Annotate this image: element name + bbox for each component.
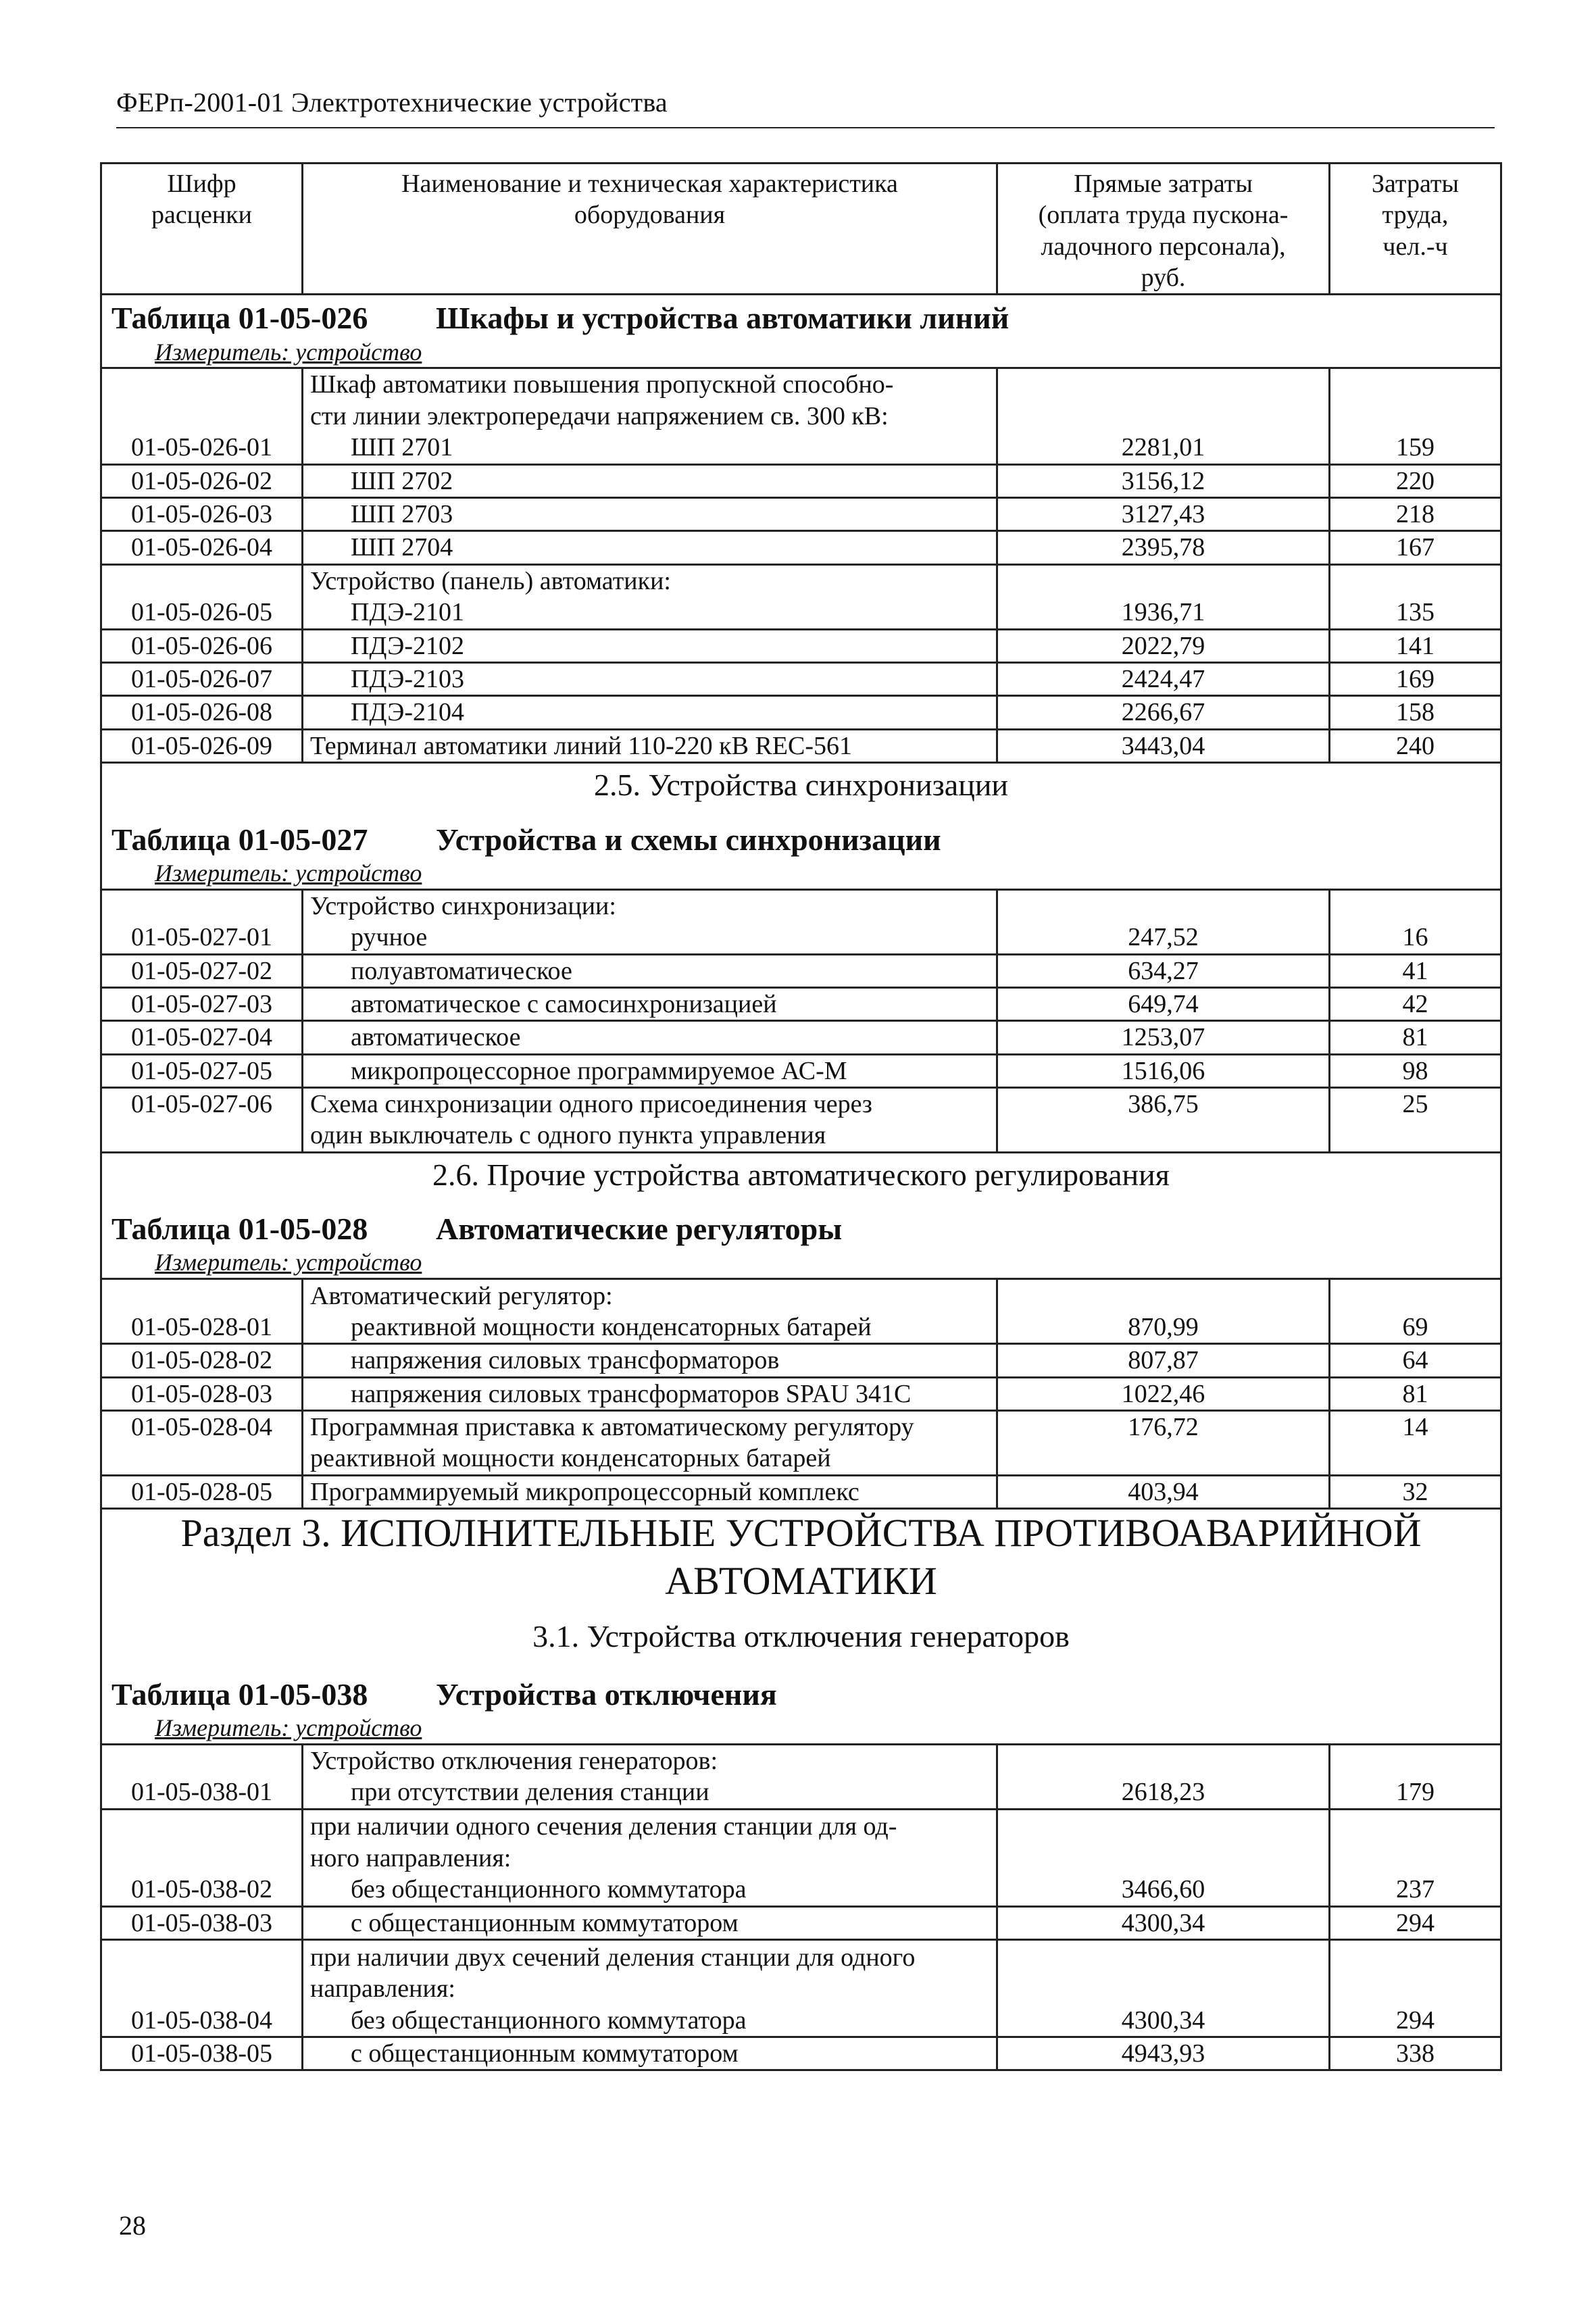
row-labor: 69 xyxy=(1330,1279,1501,1344)
row-name: автоматическое с самосинхронизацией xyxy=(303,987,997,1020)
row-name: автоматическое xyxy=(303,1021,997,1054)
row-cost: 3156,12 xyxy=(997,464,1330,497)
row-labor: 237 xyxy=(1330,1809,1501,1906)
table-row xyxy=(101,564,1501,629)
row-labor: 159 xyxy=(1330,368,1501,464)
row-cost: 386,75 xyxy=(997,1088,1330,1153)
row-name: ШП 2703 xyxy=(303,497,997,530)
row-code: 01-05-026-07 xyxy=(101,662,303,695)
table-row xyxy=(101,729,1501,762)
row-code: 01-05-026-03 xyxy=(101,497,303,530)
table-row xyxy=(101,629,1501,662)
measure-row xyxy=(101,1714,1501,1744)
row-code: 01-05-027-03 xyxy=(101,987,303,1020)
row-labor: 240 xyxy=(1330,729,1501,762)
row-code: 01-05-026-08 xyxy=(101,696,303,729)
row-cost: 2281,01 xyxy=(997,368,1330,464)
section-heading-row xyxy=(101,1605,1501,1672)
row-labor: 294 xyxy=(1330,1939,1501,2037)
row-code: 01-05-027-04 xyxy=(101,1021,303,1054)
row-code: 01-05-038-01 xyxy=(101,1744,303,1809)
row-name: ШП 2704 xyxy=(303,531,997,564)
row-code: 01-05-026-04 xyxy=(101,531,303,564)
table-title-row xyxy=(101,1672,1501,1714)
row-name: Устройство (панель) автоматики: ПДЭ-2101 xyxy=(303,564,997,629)
table-row xyxy=(101,1021,1501,1054)
row-labor: 179 xyxy=(1330,1744,1501,1809)
row-labor: 81 xyxy=(1330,1021,1501,1054)
row-code: 01-05-027-05 xyxy=(101,1054,303,1087)
part-heading: Раздел 3. ИСПОЛНИТЕЛЬНЫЕ УСТРОЙСТВА ПРОТИВОАВАРИЙНОЙ АВТОМАТИКИ xyxy=(101,1509,1501,1605)
row-cost: 3466,60 xyxy=(997,1809,1330,1906)
row-cost: 403,94 xyxy=(997,1475,1330,1508)
row-labor: 294 xyxy=(1330,1906,1501,1939)
row-name: Устройство отключения генераторов: при отсутствии деления станции xyxy=(303,1744,997,1809)
row-name: Устройство синхронизации: ручное xyxy=(303,889,997,954)
section-heading: 2.6. Прочие устройства автоматического регулирования xyxy=(101,1152,1501,1206)
row-labor: 16 xyxy=(1330,889,1501,954)
row-code: 01-05-028-04 xyxy=(101,1410,303,1475)
row-labor: 167 xyxy=(1330,531,1501,564)
table-row xyxy=(101,1088,1501,1153)
price-table xyxy=(100,162,1502,2071)
row-labor: 169 xyxy=(1330,662,1501,695)
row-labor: 158 xyxy=(1330,696,1501,729)
row-labor: 42 xyxy=(1330,987,1501,1020)
row-code: 01-05-028-03 xyxy=(101,1377,303,1410)
measure-row xyxy=(101,859,1501,889)
row-cost: 2022,79 xyxy=(997,629,1330,662)
column-header-cost: Прямые затраты (оплата труда пускона- ладочного персонала), руб. xyxy=(997,164,1330,295)
header-rule xyxy=(116,127,1495,128)
column-header-row xyxy=(101,164,1501,295)
row-cost: 176,72 xyxy=(997,1410,1330,1475)
row-name: Терминал автоматики линий 110-220 кВ REC-561 xyxy=(303,729,997,762)
row-code: 01-05-028-02 xyxy=(101,1344,303,1377)
row-name: Программная приставка к автоматическому регулятору реактивной мощности конденсаторных батарей xyxy=(303,1410,997,1475)
row-cost: 3443,04 xyxy=(997,729,1330,762)
table-row xyxy=(101,696,1501,729)
row-name: ПДЭ-2103 xyxy=(303,662,997,695)
table-row xyxy=(101,1279,1501,1344)
row-code: 01-05-038-03 xyxy=(101,1906,303,1939)
measure-row xyxy=(101,338,1501,368)
row-cost: 649,74 xyxy=(997,987,1330,1020)
row-code: 01-05-028-01 xyxy=(101,1279,303,1344)
measure-label: Измеритель: устройство xyxy=(101,1248,1501,1278)
table-row xyxy=(101,1410,1501,1475)
row-name: Программируемый микропроцессорный комплекс xyxy=(303,1475,997,1508)
row-labor: 98 xyxy=(1330,1054,1501,1087)
row-cost: 2618,23 xyxy=(997,1744,1330,1809)
table-row xyxy=(101,1475,1501,1508)
row-code: 01-05-026-06 xyxy=(101,629,303,662)
row-code: 01-05-038-02 xyxy=(101,1809,303,1906)
table-row xyxy=(101,531,1501,564)
row-name: при наличии одного сечения деления станции для од- ного направления: без общестанционного коммутатора xyxy=(303,1809,997,1906)
row-code: 01-05-026-09 xyxy=(101,729,303,762)
row-code: 01-05-028-05 xyxy=(101,1475,303,1508)
row-cost: 634,27 xyxy=(997,954,1330,987)
measure-row xyxy=(101,1248,1501,1278)
row-cost: 1253,07 xyxy=(997,1021,1330,1054)
table-row xyxy=(101,1906,1501,1939)
section-heading: 3.1. Устройства отключения генераторов xyxy=(101,1605,1501,1672)
measure-label: Измеритель: устройство xyxy=(101,859,1501,889)
table-row xyxy=(101,1744,1501,1809)
row-code: 01-05-026-01 xyxy=(101,368,303,464)
row-cost: 4300,34 xyxy=(997,1906,1330,1939)
row-cost: 3127,43 xyxy=(997,497,1330,530)
row-labor: 32 xyxy=(1330,1475,1501,1508)
part-heading-row xyxy=(101,1509,1501,1605)
row-name: Шкаф автоматики повышения пропускной способно- сти линии электропередачи напряжением св. 300 кВ: ШП 2701 xyxy=(303,368,997,464)
row-labor: 338 xyxy=(1330,2037,1501,2070)
column-header-name: Наименование и техническая характеристика оборудования xyxy=(303,164,997,295)
row-labor: 25 xyxy=(1330,1088,1501,1153)
row-labor: 41 xyxy=(1330,954,1501,987)
table-row xyxy=(101,1809,1501,1906)
running-header: ФЕРп-2001-01 Электротехнические устройства xyxy=(116,87,668,118)
row-code: 01-05-038-04 xyxy=(101,1939,303,2037)
row-name: Автоматический регулятор: реактивной мощности конденсаторных батарей xyxy=(303,1279,997,1344)
row-cost: 247,52 xyxy=(997,889,1330,954)
column-header-code: Шифр расценки xyxy=(101,164,303,295)
table-title-row xyxy=(101,295,1501,338)
table-title-row xyxy=(101,1206,1501,1248)
row-name: ПДЭ-2102 xyxy=(303,629,997,662)
row-code: 01-05-027-06 xyxy=(101,1088,303,1153)
row-cost: 2424,47 xyxy=(997,662,1330,695)
row-labor: 81 xyxy=(1330,1377,1501,1410)
table-row xyxy=(101,662,1501,695)
table-title: Таблица 01-05-038 Устройства отключения xyxy=(101,1672,1501,1714)
row-labor: 135 xyxy=(1330,564,1501,629)
table-row xyxy=(101,954,1501,987)
row-cost: 870,99 xyxy=(997,1279,1330,1344)
row-labor: 220 xyxy=(1330,464,1501,497)
table-row xyxy=(101,2037,1501,2070)
page-number: 28 xyxy=(119,2210,146,2241)
table-title: Таблица 01-05-027 Устройства и схемы синхронизации xyxy=(101,817,1501,859)
measure-label: Измеритель: устройство xyxy=(101,1714,1501,1744)
row-name: с общестанционным коммутатором xyxy=(303,2037,997,2070)
row-name: полуавтоматическое xyxy=(303,954,997,987)
column-header-labor: Затраты труда, чел.-ч xyxy=(1330,164,1501,295)
row-cost: 2395,78 xyxy=(997,531,1330,564)
table-row xyxy=(101,987,1501,1020)
table-title: Таблица 01-05-026 Шкафы и устройства автоматики линий xyxy=(101,295,1501,338)
row-cost: 4300,34 xyxy=(997,1939,1330,2037)
row-name: напряжения силовых трансформаторов xyxy=(303,1344,997,1377)
section-heading: 2.5. Устройства синхронизации xyxy=(101,763,1501,817)
row-cost: 2266,67 xyxy=(997,696,1330,729)
table-row xyxy=(101,1939,1501,2037)
row-name: Схема синхронизации одного присоединения через один выключатель с одного пункта управления xyxy=(303,1088,997,1153)
table-row xyxy=(101,368,1501,464)
row-code: 01-05-038-05 xyxy=(101,2037,303,2070)
section-heading-row xyxy=(101,1152,1501,1206)
table-row xyxy=(101,464,1501,497)
table-title: Таблица 01-05-028 Автоматические регуляторы xyxy=(101,1206,1501,1248)
row-name: микропроцессорное программируемое АС-М xyxy=(303,1054,997,1087)
row-code: 01-05-026-05 xyxy=(101,564,303,629)
table-row xyxy=(101,1054,1501,1087)
row-cost: 807,87 xyxy=(997,1344,1330,1377)
table-row xyxy=(101,1344,1501,1377)
row-labor: 218 xyxy=(1330,497,1501,530)
row-code: 01-05-027-01 xyxy=(101,889,303,954)
row-name: с общестанционным коммутатором xyxy=(303,1906,997,1939)
row-name: ШП 2702 xyxy=(303,464,997,497)
row-cost: 4943,93 xyxy=(997,2037,1330,2070)
table-title-row xyxy=(101,817,1501,859)
row-name: при наличии двух сечений деления станции для одного направления: без общестанционного коммутатора xyxy=(303,1939,997,2037)
row-code: 01-05-026-02 xyxy=(101,464,303,497)
table-row xyxy=(101,497,1501,530)
row-name: напряжения силовых трансформаторов SPAU 341C xyxy=(303,1377,997,1410)
measure-label: Измеритель: устройство xyxy=(101,338,1501,368)
row-cost: 1022,46 xyxy=(997,1377,1330,1410)
section-heading-row xyxy=(101,763,1501,817)
row-labor: 64 xyxy=(1330,1344,1501,1377)
table-row xyxy=(101,1377,1501,1410)
table-row xyxy=(101,889,1501,954)
row-name: ПДЭ-2104 xyxy=(303,696,997,729)
row-labor: 14 xyxy=(1330,1410,1501,1475)
row-cost: 1516,06 xyxy=(997,1054,1330,1087)
row-labor: 141 xyxy=(1330,629,1501,662)
row-cost: 1936,71 xyxy=(997,564,1330,629)
row-code: 01-05-027-02 xyxy=(101,954,303,987)
